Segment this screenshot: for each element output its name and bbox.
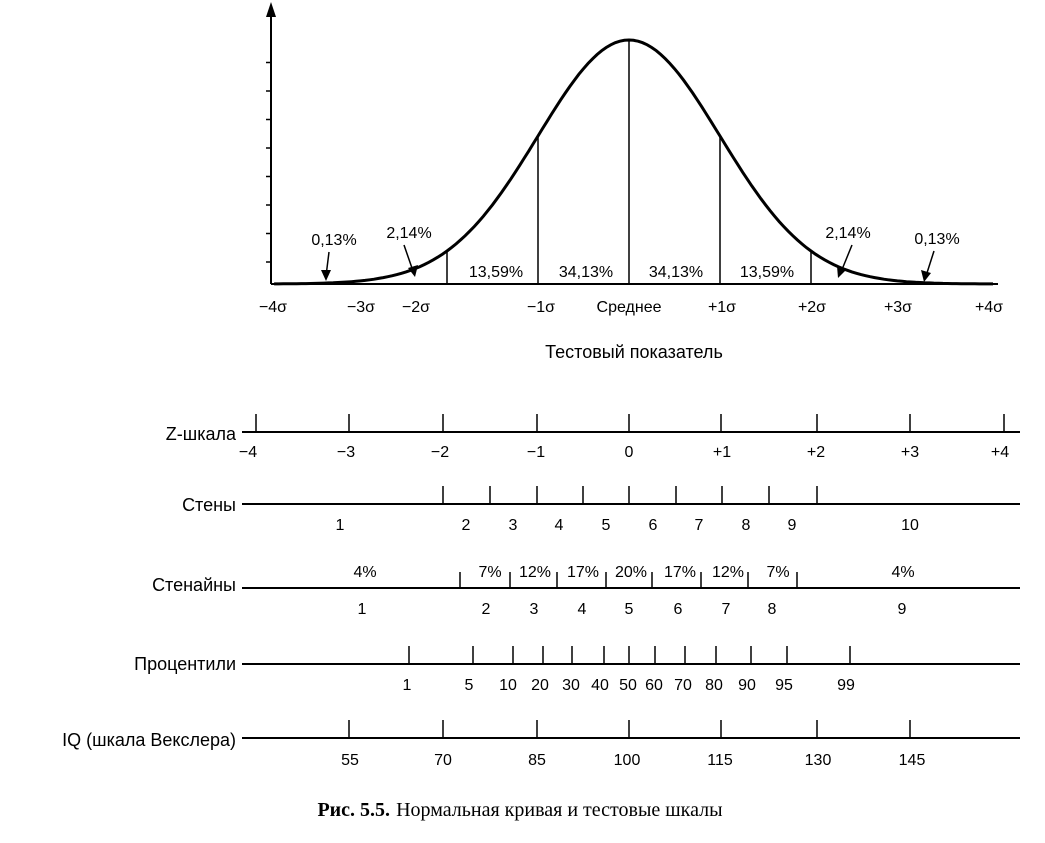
sten-scale-ticks <box>443 486 817 504</box>
percentile-scale <box>134 646 1020 694</box>
stanine-label: 4 <box>577 601 587 618</box>
percentile-label: 1 <box>402 677 412 694</box>
stanine-percent: 4% <box>891 564 915 581</box>
normal-curve-line <box>274 40 993 284</box>
stanine-percent: 17% <box>566 564 600 581</box>
caption-text: Нормальная кривая и тестовые шкалы <box>396 799 723 821</box>
sten-scale-name: Стены <box>182 495 236 515</box>
z-label: +2 <box>806 444 826 461</box>
z-scale-ticks <box>256 414 1004 432</box>
percentile-label: 10 <box>499 677 517 694</box>
z-label: +3 <box>900 444 920 461</box>
stanine-label: 6 <box>673 601 683 618</box>
stanine-percent: 12% <box>711 564 745 581</box>
percentile-label: 99 <box>837 677 855 694</box>
iq-label: 115 <box>707 752 733 769</box>
iq-label: 55 <box>341 752 359 769</box>
stanine-percent: 20% <box>614 564 648 581</box>
area-pct-0-pos1: 34,13% <box>648 264 704 281</box>
percentile-scale-ticks <box>409 646 850 664</box>
stanine-label: 2 <box>481 601 491 618</box>
x-label-neg3: −3σ <box>346 299 376 316</box>
stanine-label: 7 <box>721 601 731 618</box>
x-label-mean: Среднее <box>596 299 662 316</box>
sten-label: 7 <box>694 517 704 534</box>
stanine-percent: 4% <box>353 564 377 581</box>
sten-label: 2 <box>461 517 471 534</box>
stanine-percent: 12% <box>518 564 552 581</box>
stanine-percent: 7% <box>766 564 790 581</box>
arrow-down-icon <box>837 266 847 278</box>
x-label-pos2: +2σ <box>797 299 827 316</box>
percentile-label: 95 <box>775 677 793 694</box>
x-label-pos1: +1σ <box>707 299 737 316</box>
x-label-pos3: +3σ <box>883 299 913 316</box>
percentile-label: 20 <box>531 677 549 694</box>
z-label: −1 <box>526 444 546 461</box>
iq-label: 145 <box>898 752 926 769</box>
iq-scale-name: IQ (шкала Векслера) <box>62 730 236 750</box>
sten-label: 4 <box>554 517 564 534</box>
stanine-label: 5 <box>624 601 634 618</box>
stanine-label: 1 <box>357 601 367 618</box>
stanine-percent: 7% <box>478 564 502 581</box>
tail-label-right-inner: 2,14% <box>825 225 871 242</box>
percentile-label: 30 <box>562 677 580 694</box>
percentile-label: 60 <box>645 677 663 694</box>
tail-label-right-outer: 0,13% <box>914 231 960 248</box>
stanine-percent: 17% <box>663 564 697 581</box>
arrow-down-icon <box>921 270 931 282</box>
percentile-label: 90 <box>738 677 756 694</box>
iq-label: 85 <box>528 752 546 769</box>
sten-label: 9 <box>787 517 797 534</box>
z-scale <box>166 414 1020 461</box>
caption-number: Рис. 5.5. <box>317 799 391 821</box>
stanine-label: 3 <box>529 601 539 618</box>
z-label: −3 <box>336 444 356 461</box>
z-label: −4 <box>238 444 258 461</box>
sten-label: 8 <box>741 517 751 534</box>
z-label: −2 <box>430 444 450 461</box>
percentile-label: 80 <box>705 677 723 694</box>
sten-label: 10 <box>901 517 919 534</box>
figure-caption <box>317 799 722 821</box>
x-label-neg4: −4σ <box>258 299 288 316</box>
sten-scale <box>182 486 1020 534</box>
stanine-label: 8 <box>767 601 777 618</box>
z-label: +4 <box>990 444 1010 461</box>
x-label-neg1: −1σ <box>526 299 556 316</box>
sten-label: 1 <box>335 517 345 534</box>
area-pct-neg2-neg1: 13,59% <box>468 264 524 281</box>
tail-label-left-inner: 2,14% <box>386 225 432 242</box>
area-pct-neg1-0: 34,13% <box>558 264 614 281</box>
sten-label: 5 <box>601 517 611 534</box>
x-label-pos4: +4σ <box>974 299 1004 316</box>
area-pct-pos1-pos2: 13,59% <box>739 264 795 281</box>
normal-curve-chart <box>259 2 1003 362</box>
z-label: 0 <box>624 444 634 461</box>
percentile-label: 50 <box>619 677 637 694</box>
sten-label: 3 <box>508 517 518 534</box>
sigma-lines <box>447 40 811 284</box>
sten-label: 6 <box>648 517 658 534</box>
x-label-neg2: −2σ <box>401 299 431 316</box>
percentile-label: 40 <box>591 677 609 694</box>
percentile-label: 5 <box>464 677 474 694</box>
arrow-down-icon <box>321 270 331 281</box>
iq-scale <box>62 720 1020 769</box>
stanine-scale-name: Стенайны <box>152 575 236 595</box>
stanine-label: 9 <box>897 601 907 618</box>
iq-label: 100 <box>613 752 641 769</box>
z-label: +1 <box>712 444 732 461</box>
x-axis-title: Тестовый показатель <box>545 342 723 362</box>
percentile-label: 70 <box>674 677 692 694</box>
iq-scale-ticks <box>349 720 910 738</box>
iq-label: 130 <box>804 752 832 769</box>
y-axis-arrow-icon <box>266 2 276 17</box>
stanine-scale <box>152 564 1020 618</box>
iq-label: 70 <box>434 752 452 769</box>
tail-label-left-outer: 0,13% <box>311 232 357 249</box>
z-scale-name: Z-шкала <box>165 424 236 444</box>
percentile-scale-name: Процентили <box>134 654 236 674</box>
